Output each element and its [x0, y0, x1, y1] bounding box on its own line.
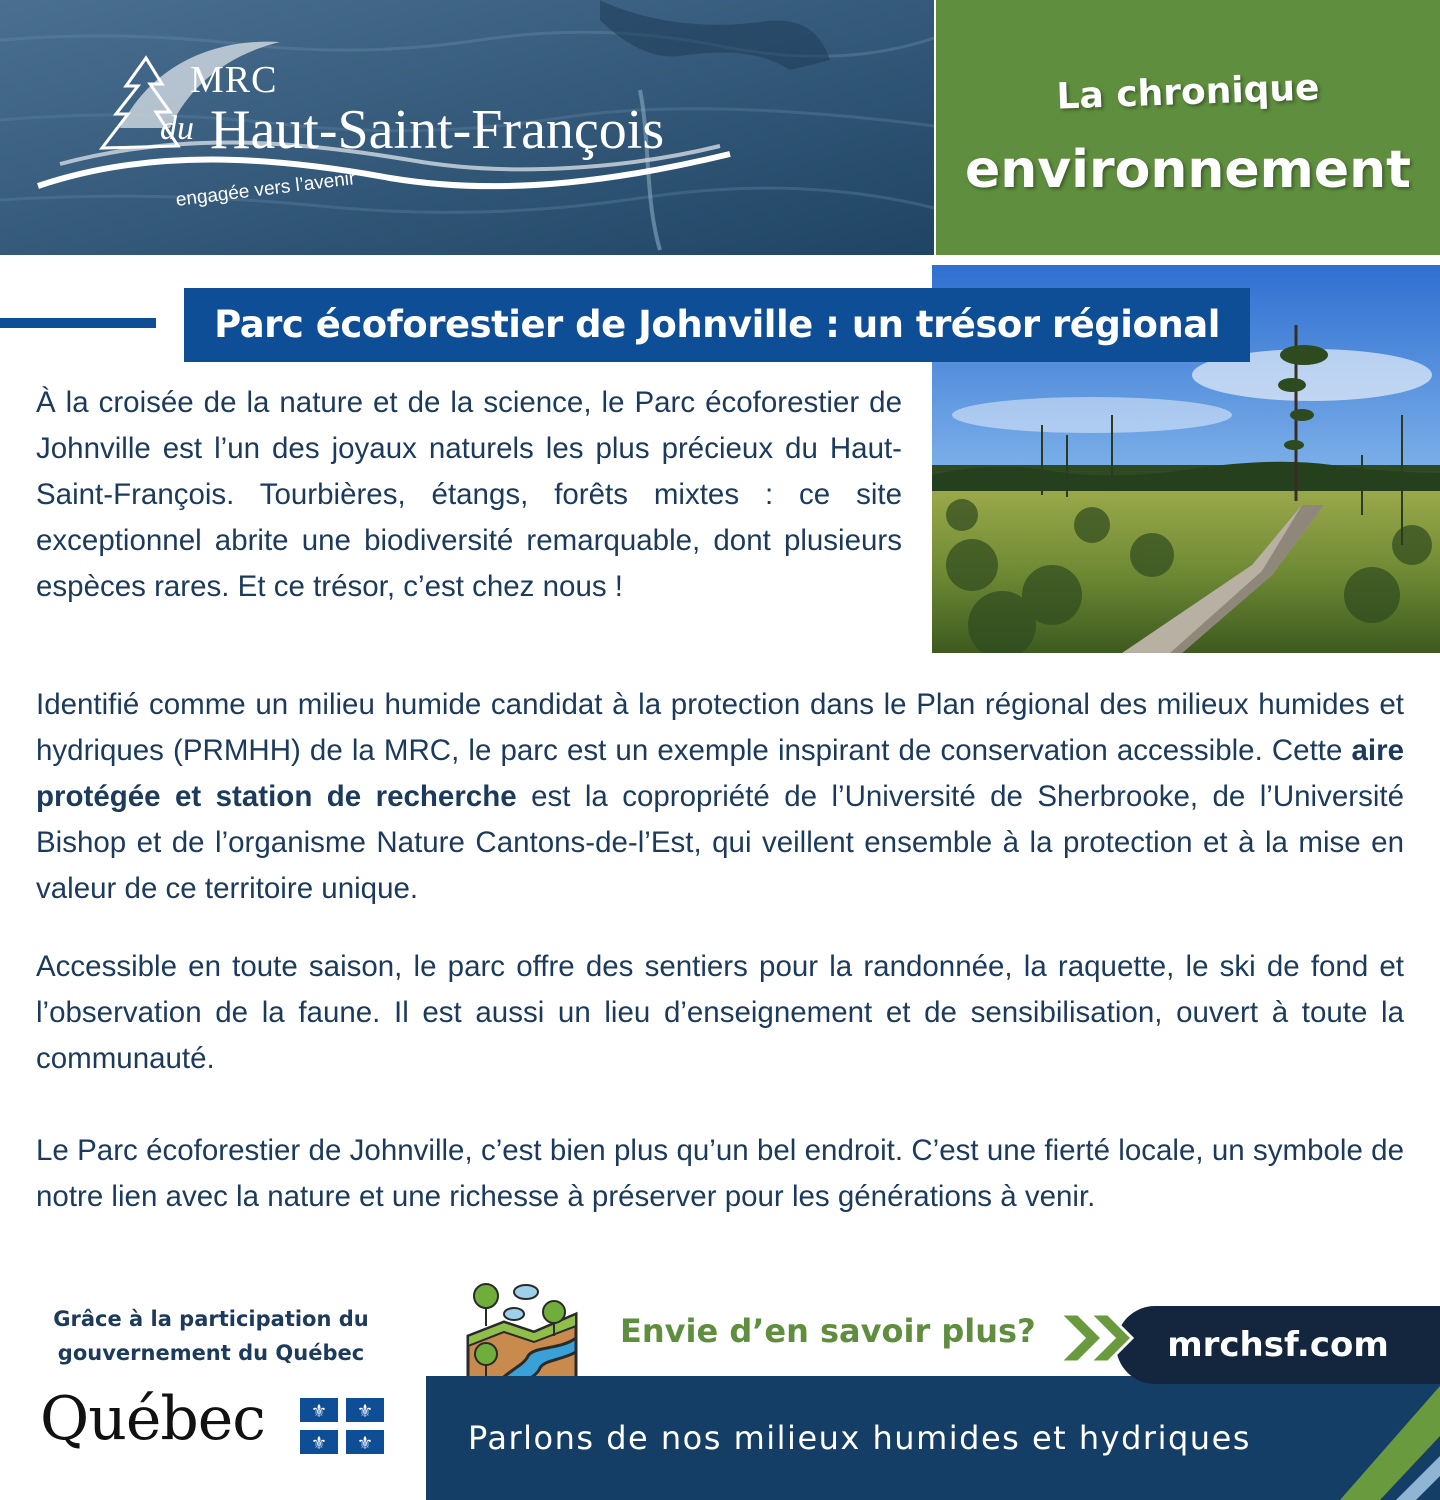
svg-text:⚜: ⚜: [356, 1401, 374, 1422]
logo-du-text: du: [160, 110, 194, 147]
funding-credit-line1: Grâce à la participation du: [53, 1307, 369, 1331]
logo-tagline: engagée vers l’avenir: [174, 168, 357, 211]
quebec-flag-icon: [300, 1398, 384, 1454]
chronique-label: La chronique: [1055, 67, 1321, 118]
logo-name-text: Haut-Saint-François: [210, 99, 665, 161]
footer-banner: [426, 1376, 1440, 1500]
double-chevron-right-icon: [1056, 1308, 1146, 1368]
banner-slogan: Parlons de nos milieux humides et hydriques: [468, 1419, 1251, 1457]
paragraph-intro: À la croisée de la nature et de la science, le Parc écoforestier de Johnville est l’un des joyaux naturels les plus précieux du Haut-Saint-François. Tourbières, étangs, forêts mixtes : ce site exceptionnel abrite une biodiversité remarquable, dont plusieurs espèces rares. Et ce trésor, c’est chez nous !: [36, 386, 902, 603]
chronique-topic: environnement: [964, 140, 1411, 200]
header-water-banner: [0, 0, 934, 255]
paragraph-activities: Accessible en toute saison, le parc offre des sentiers pour la randonnée, la raquette, le ski de fond et l’observation de la faune. Il est aussi un lieu d’enseignement et de sensibilisation, ouvert à toute la communauté.: [36, 950, 1404, 1075]
svg-text:⚜: ⚜: [310, 1401, 328, 1422]
quebec-wordmark: Québec: [40, 1384, 265, 1454]
paragraph-protection-emphasis: aire protégée et station de recherche: [36, 734, 1404, 813]
paragraph-protection-end: est la copropriété de l’Université de Sherbrooke, de l’Université Bishop et de l’organisme Nature Cantons-de-l’Est, qui veillent ensemble à la protection et à la mise en valeur de ce territoire unique.: [36, 780, 1404, 905]
website-link[interactable]: mrchsf.com: [1116, 1306, 1440, 1384]
svg-text:⚜: ⚜: [310, 1433, 328, 1454]
paragraph-protection-start: Identifié comme un milieu humide candidat à la protection dans le Plan régional des milieux humides et hydriques (PRMHH) de la MRC, le parc est un exemple inspirant de conservation accessible. Cette: [36, 688, 1404, 767]
paragraph-protection: [36, 682, 1404, 912]
article-title: Parc écoforestier de Johnville : un trésor régional: [184, 288, 1250, 362]
wetland-landscape-icon: [464, 1276, 582, 1392]
funding-credit-line2: gouvernement du Québec: [57, 1341, 365, 1365]
logo-mrc-text: MRC: [190, 59, 278, 101]
title-rule-left: [0, 318, 156, 328]
chronique-banner: [936, 0, 1440, 255]
svg-text:⚜: ⚜: [356, 1433, 374, 1454]
funding-credit: [36, 1302, 386, 1370]
learn-more-prompt: Envie d’en savoir plus?: [620, 1312, 1036, 1350]
paragraph-conclusion: Le Parc écoforestier de Johnville, c’est bien plus qu’un bel endroit. C’est une fierté locale, un symbole de notre lien avec la nature et une richesse à préserver pour les générations à venir.: [36, 1134, 1404, 1213]
mrc-logo[interactable]: [30, 28, 750, 228]
banner-stripes-decoration: [1340, 1376, 1440, 1500]
